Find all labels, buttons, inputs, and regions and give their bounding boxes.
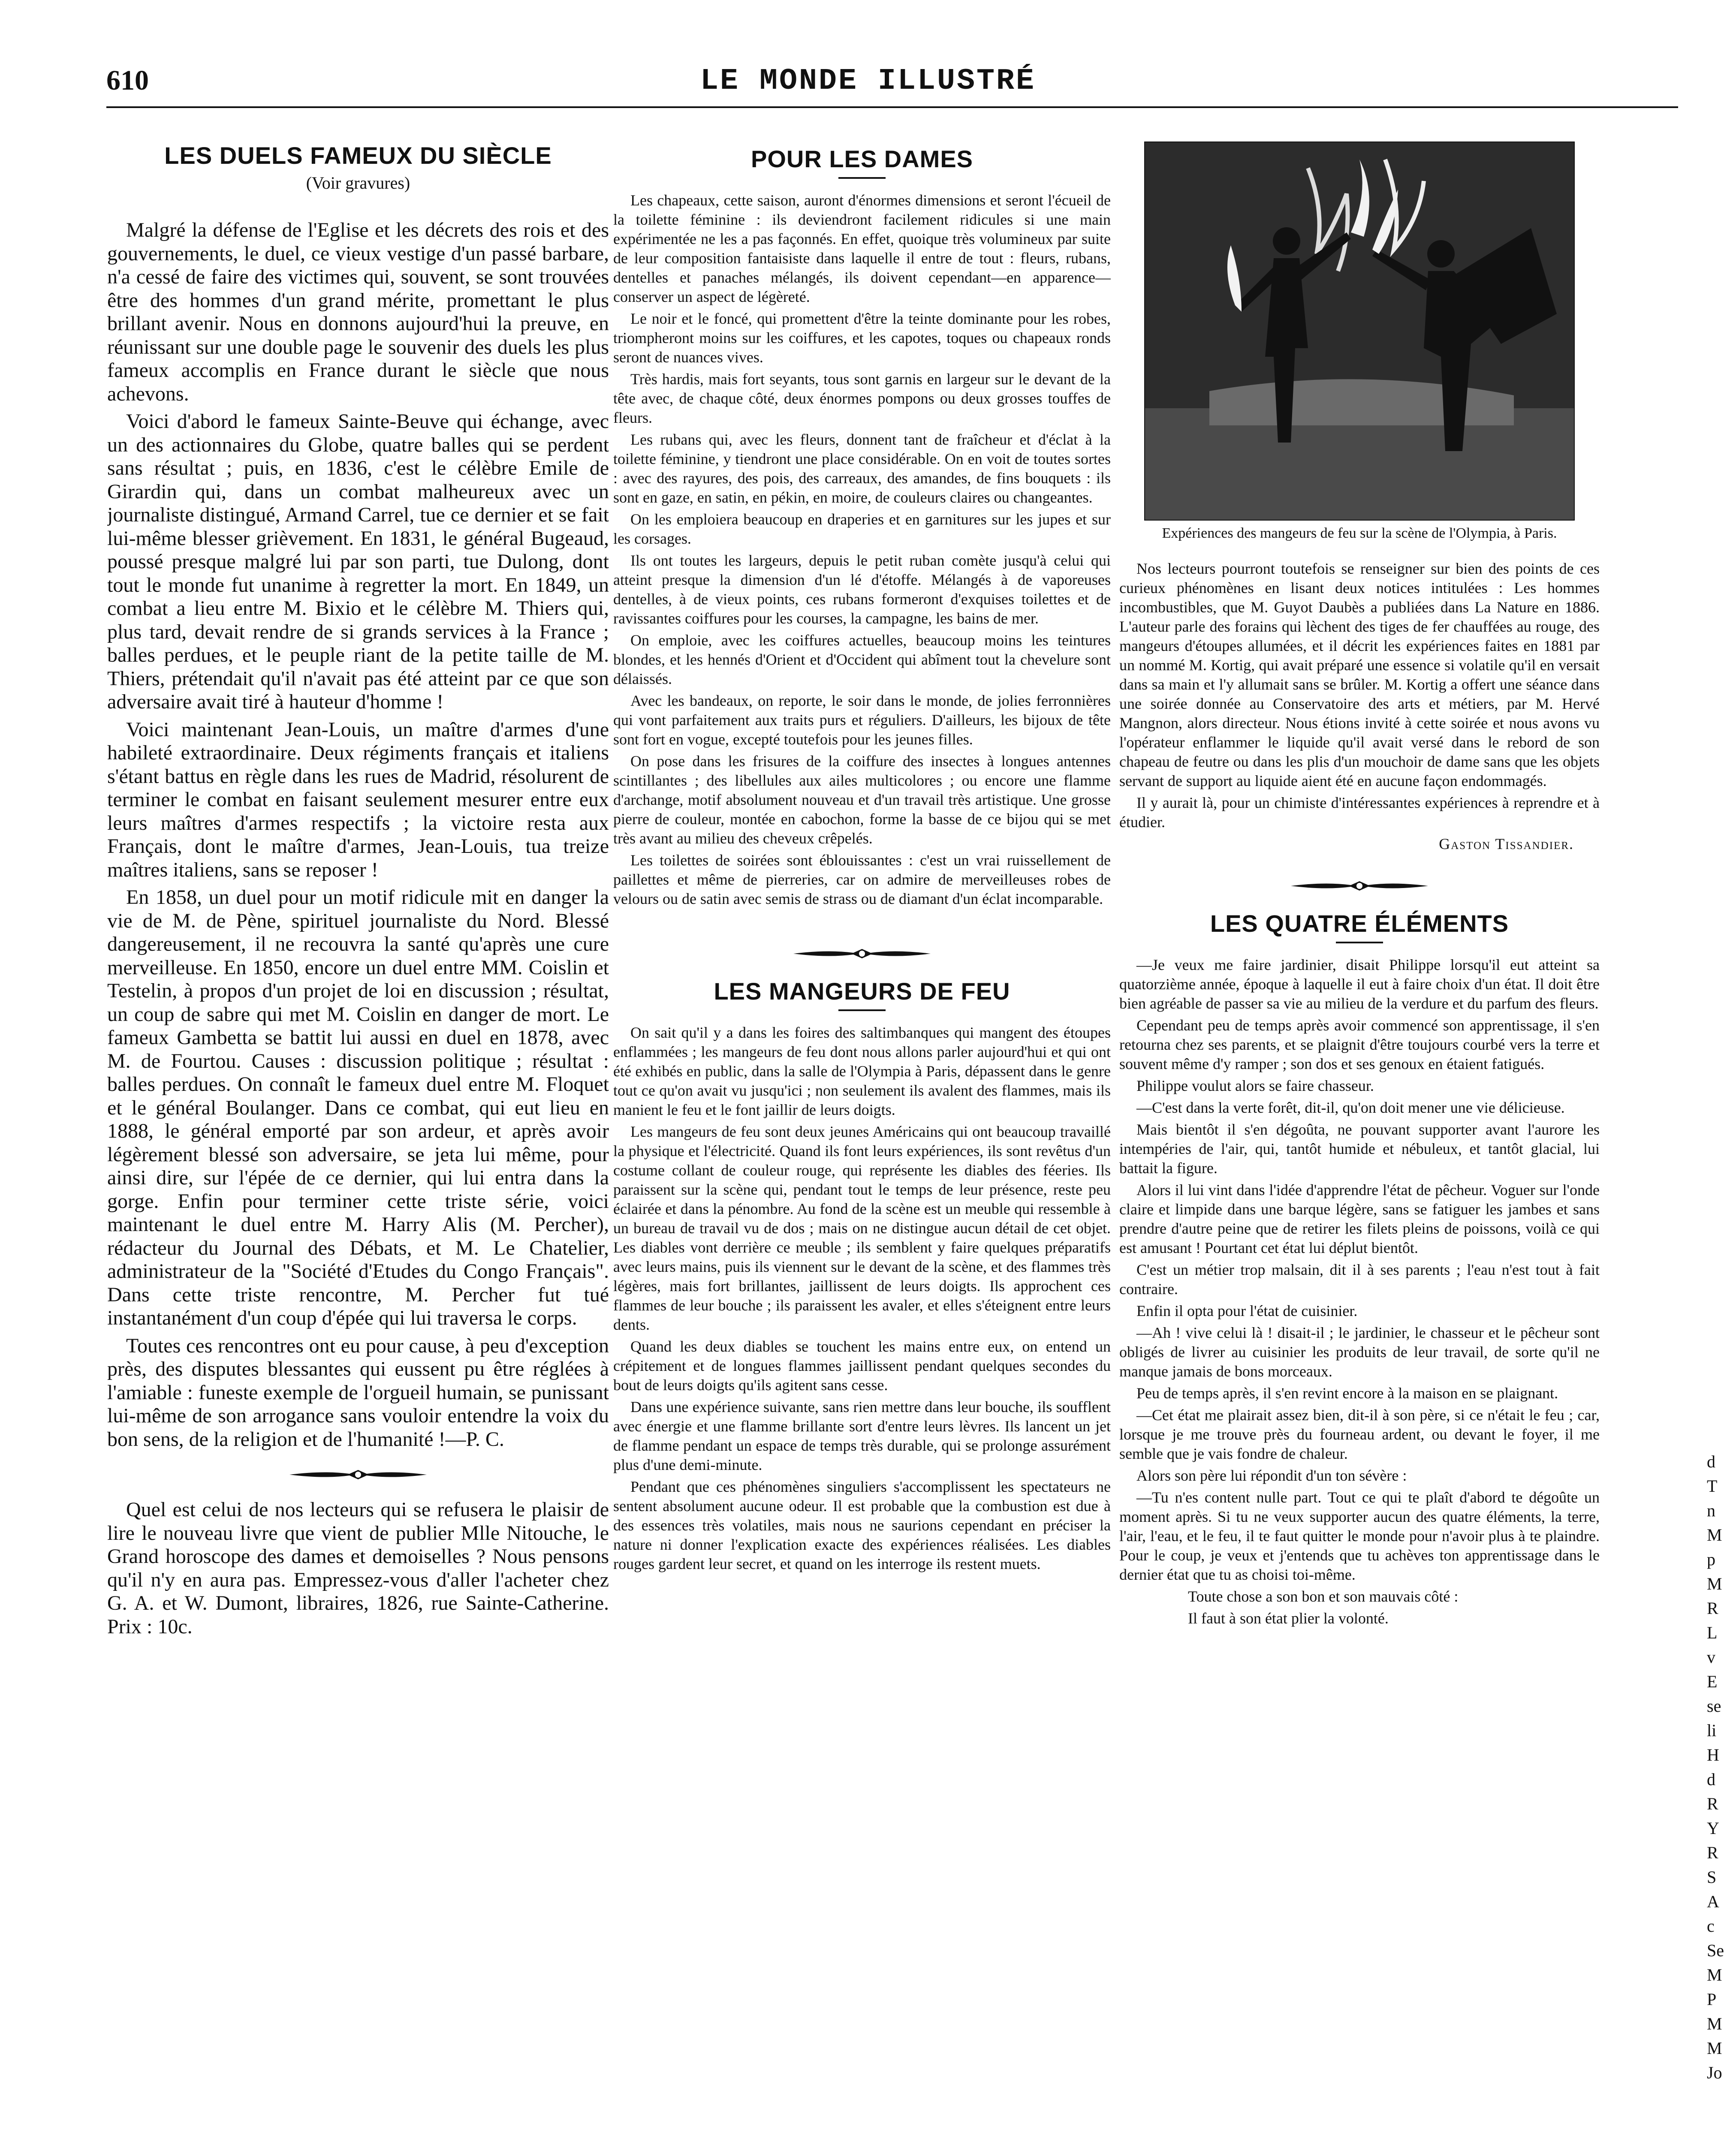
edge-fragment-text: d [1707,1452,1715,1471]
duels-article [107,219,609,1451]
duels-title: LES DUELS FAMEUX DU SIÈCLE [164,142,552,169]
dames-paragraph: Ils ont toutes les largeurs, depuis le petit ruban comète jusqu'à celui qui atteint presque la dimension d'un lé d'étoffe. Mélangés à de vaporeuses dentelles, à de vieux points, ces rubans formeront d'exquises toilettes et de ravissantes coiffures pour les courses, la campagne, les bains de mer. [613,552,1111,627]
duels-paragraph: En 1858, un duel pour un motif ridicule mit en danger la vie de M. de Pène, spirituel journaliste du Nord. Blessé dangereusement, il ne recouvra la santé qu'après une cure merveilleuse. En 1850, encore un duel entre MM. Coislin et Testelin, à propos d'un projet de loi en discussion ; résultat, un coup de sabre qui met M. Coislin en danger de mort. Le fameux Gambetta se battit lui aussi en duel en 1878, avec M. de Fourtou. Causes : discussion politique ; résultat : balles perdues. On connaît le fameux duel entre M. Floquet et le général Boulanger. Dans ce combat, qui eut lieu en 1888, le général emporté par son ardeur, et après avoir légèrement blessé son adversaire, se jeta lui même, pour ainsi dire, sur l'épée de ce dernier, qui lui entra dans la gorge. Enfin pour terminer cette triste série, voici maintenant le duel entre M. Harry Alis (M. Percher), rédacteur du Journal des Débats, et M. Le Chatelier, administrateur de la "Société d'Etudes du Congo Français". Dans cette triste rencontre, M. Percher fut tué instantanément d'un coup d'épée qui lui traversa le corps. [107,886,609,1329]
edge-fragment-text: Se [1707,1941,1724,1960]
edge-fragment-text: se [1707,1696,1721,1716]
edge-fragment-text: Jo [1707,2063,1722,2082]
mangeurs-paragraph: Pendant que ces phénomènes singuliers s'accomplissent les spectateurs ne sentent absolument aucune odeur. Il est probable que la combustion est due à des essences très volatiles, mais nous ne saurions cependant en préciser la nature ni donner l'explication exacte des expériences réalisées. Les diables rouges gardent leur secret, et quand on les interroge ils restent muets. [613,1478,1111,1572]
elements-paragraph: Philippe voulut alors se faire chasseur. [1136,1077,1374,1094]
elements-paragraph: —Ah ! vive celui là ! disait-il ; le jardinier, le chasseur et le pêcheur sont obligés de livrer au cuisinier les produits de leur travail, de sorte qu'il ne manque jamais de bons morceaux. [1119,1324,1600,1380]
dames-article [613,191,1111,909]
mangeurs-paragraph: Nos lecteurs pourront toutefois se renseigner sur bien des points de ces curieux phénomènes en lisant deux notices intitulées : Les hommes incombustibles, que M. Guyot Daubès a publiées dans La Nature en 1886. L'auteur parle des forains qui lèchent des tiges de fer chauffées au rouge, des mangeurs d'étoupes allumées, et il décrit les expériences faites en 1881 par un nommé M. Kortig, qui avait préparé une essence si volatile qu'il en versait dans sa main et l'y allumait sans se brûler. M. Kortig a offert une séance dans une soirée donnée au Conservatoire des arts et métiers, par M. Hervé Mangnon, alors directeur. Nous étions invité à cette soirée et nous avons vu l'opérateur enflammer le liquide qu'il avait versé dans le rebord de son chapeau de feutre ou dans les plis d'un mouchoir de dame sans que les objets servant de support au liquide aient été en aucune façon endommagés. [1119,560,1600,789]
ornament-divider [289,1468,427,1481]
dames-paragraph: Les toilettes de soirées sont éblouissantes : c'est un vrai ruissellement de paillettes et même de pierreries, car on admire de merveilleuses robes de velours ou de satin avec semis de strass ou de diamant d'un éclat incomparable. [613,852,1111,907]
duels-subtitle: (Voir gravures) [306,173,410,193]
elements-paragraph: Enfin il opta pour l'état de cuisinier. [1136,1302,1358,1319]
edge-fragment-text: S [1707,1867,1717,1887]
mangeurs-paragraph: On sait qu'il y a dans les foires des saltimbanques qui mangent des étoupes enflammées ; les mangeurs de feu dont nous allons parler aujourd'hui et qui ont été exhibés en public, dans la salle de l'Olympia à Paris, dépassent dans le genre tout ce qu'on avait vu jusqu'ici ; non seulement ils avalent des flammes, mais ils manient le feu et le font jaillir de leurs doigts. [613,1024,1111,1118]
mangeurs-paragraph: Quand les deux diables se touchent les mains entre eux, on entend un crépitement et de longues flammes jaillissent pendant quelques secondes du bout de leurs doigts qu'ils agitent sans cesse. [613,1338,1111,1394]
verse-line: Toute chose a son bon et son mauvais côté : [1188,1588,1459,1605]
author-signature: Gaston Tissandier. [1439,835,1574,852]
mangeurs-paragraph: Dans une expérience suivante, sans rien mettre dans leur bouche, ils soufflent avec énergie et une flamme brillante sort d'entre leurs lèvres. Ils lancent un jet de flamme pendant un espace de temps très durable, qui se prolonge assurément plus d'une demi-minute. [613,1398,1111,1473]
edge-fragment-text: d [1707,1770,1715,1789]
mangeurs-article [613,1023,1111,1574]
title-rule [838,177,886,179]
edge-fragment-text: c [1707,1916,1715,1936]
mangeurs-article-continued [1119,559,1600,854]
elements-paragraph: Alors son père lui répondit d'un ton sévère : [1136,1467,1407,1484]
dames-paragraph: On pose dans les frisures de la coiffure des insectes à longues antennes scintillantes ; des libellules aux ailes multicolores ; ou encore une flamme d'archange, motif absolument nouveau et d'un travail très artistique. Une grosse pierre de couleur, montée en cabochon, forme la basse de ce bijou qui se met très avant au milieu des cheveux crêpelés. [613,753,1111,847]
edge-fragment-text: R [1707,1599,1718,1618]
dames-paragraph: Les rubans qui, avec les fleurs, donnent tant de fraîcheur et d'éclat à la toilette féminine, y tiendront une place considérable. On en voit de toutes sortes : avec des rayures, des pois, des carreaux, des amandes, de fins bouquets : ils sont en gaze, en satin, en pékin, en moire, de couleurs claires ou changeantes. [613,431,1111,506]
elements-paragraph: —C'est dans la verte forêt, dit-il, qu'on doit mener une vie délicieuse. [1136,1099,1565,1116]
illustration-caption: Expériences des mangeurs de feu sur la scène de l'Olympia, à Paris. [1162,525,1557,541]
edge-fragment-text: R [1707,1843,1718,1862]
elements-paragraph: Alors il lui vint dans l'idée d'apprendre l'état de pêcheur. Voguer sur l'onde claire et limpide dans une barque légère, sans se fatiguer les jambes et sans prendre d'autre peine que de retirer les filets pleins de poissons, voilà ce qui est amusant ! Pourtant cet état lui déplut bientôt. [1119,1181,1600,1256]
edge-fragment-text: R [1707,1794,1718,1813]
page-header [0,0,1736,129]
dames-title: POUR LES DAMES [750,145,973,172]
column-right [1119,124,1600,2144]
dames-paragraph: Les chapeaux, cette saison, auront d'énormes dimensions et seront l'écueil de la toilette féminine : ils deviendront facilement ridicules si une main expérimentée ne les a pas façonnés. En effet, quoique très volumineux par suite de leur composition fantaisiste dans laquelle il entre de tout : fleurs, rubans, dentelles et panaches mélangés, ils doivent cependant—en apparence—conserver un aspect de légèreté. [613,192,1111,305]
elements-article [1119,955,1600,1628]
edge-fragment-text: v [1707,1647,1715,1667]
duels-paragraph: Toutes ces rencontres ont eu pour cause, à peu d'exception près, des disputes blessantes qui eussent pu être réglées à l'amiable : funeste exemple de l'orgueil humain, se punissant lui-même de son arrogance sans vouloir entendre la voix du bon sens, de la religion et de l'humanité !—P. C. [107,1334,609,1451]
adjacent-page-fragment [1707,1449,1736,2144]
edge-fragment-text: li [1707,1721,1717,1740]
page-number: 610 [106,65,149,96]
edge-fragment-text: Y [1707,1819,1719,1838]
engraving-image [1145,142,1574,520]
mangeurs-paragraph: Il y aurait là, pour un chimiste d'intéressantes expériences à reprendre et à étudier. [1119,794,1600,831]
title-rule [838,1009,886,1011]
edge-fragment-text: H [1707,1745,1719,1765]
fire-eaters-illustration [1144,142,1575,521]
duels-paragraph: Voici maintenant Jean-Louis, un maître d'armes d'une habileté extraordinaire. Deux régiments français et italiens s'étant battus en règle dans les rues de Madrid, résolurent de terminer le combat en faisant seulement mesurer entre eux leurs maîtres d'armes respectifs ; la victoire resta aux Français, dont le maître d'armes, Jean-Louis, tua treize maîtres italiens, sans se reposer ! [107,718,609,881]
elements-paragraph: —Tu n'es content nulle part. Tout ce qui te plaît d'abord te dégoûte un moment après. Si tu ne veux supporter aucun des quatre éléments, la terre, l'air, l'eau, et le feu, il te faut quitter le monde pour n'avoir plus à te plaindre. Pour le coup, je veux et j'entends que tu achèves ton apprentissage dans le dernier état que tu as choisi toi-même. [1119,1489,1600,1583]
elements-paragraph: —Cet état me plairait assez bien, dit-il à son père, si ce n'était le feu ; car, lorsque je me trouve près du fourneau ardent, ou devant le foyer, il me semble que je vais fondre de chaleur. [1119,1406,1600,1462]
masthead: LE MONDE ILLUSTRÉ [700,64,1036,98]
elements-paragraph: Mais bientôt il s'en dégoûta, ne pouvant supporter avant l'aurore les intempéries de l'air, qui, tantôt humide et nébuleux, et tantôt glacial, lui battait la figure. [1119,1121,1600,1177]
dames-paragraph: Avec les bandeaux, on reporte, le soir dans le monde, de jolies ferronnières qui vont parfaitement aux traits purs et réguliers. D'ailleurs, les bijoux de tête sont fort en vogue, excepté toutefois pour les jeunes filles. [613,692,1111,748]
edge-fragment-text: n [1707,1501,1715,1520]
advert-text: Quel est celui de nos lecteurs qui se refusera le plaisir de lire le nouveau livre que vient de publier Mlle Nitouche, le Grand horoscope des dames et demoiselles ? Nous pensons qu'il n'y en aura pas. Empressez-vous d'aller l'acheter chez G. A. et W. Dumont, libraires, 1826, rue Sainte-Catherine. Prix : 10c. [107,1498,609,1638]
ornament-divider [793,947,931,960]
edge-fragment-text: T [1707,1476,1718,1496]
elements-paragraph: Peu de temps après, il s'en revint encore à la maison en se plaignant. [1136,1385,1558,1402]
dames-paragraph: On les emploiera beaucoup en draperies et en garnitures sur les jupes et sur les corsages. [613,511,1111,547]
edge-fragment-text: P [1707,1990,1717,2009]
edge-fragment-text: M [1707,1574,1722,1593]
header-rule [106,106,1678,108]
column-middle [613,124,1111,2144]
edge-fragment-text: A [1707,1892,1719,1911]
advertisement [107,1498,609,1638]
edge-fragment-text: M [1707,2014,1722,2033]
edge-fragment-text: L [1707,1623,1718,1642]
verse-line: Il faut à son état plier la volonté. [1188,1610,1389,1627]
edge-fragment-text: M [1707,1965,1722,1984]
dames-paragraph: Le noir et le foncé, qui promettent d'être la teinte dominante pour les robes, triompheront moins sur les coiffures, et les capotes, toques ou chapeaux ronds seront de nuances vives. [613,310,1111,366]
duels-paragraph: Voici d'abord le fameux Sainte-Beuve qui échange, avec un des actionnaires du Globe, quatre balles qui se perdent sans résultat ; puis, en 1836, c'est le célèbre Emile de Girardin qui, dans un combat malheureux avec un journaliste distingué, Armand Carrel, tue ce dernier et se fait lui-même blesser grièvement. En 1831, le général Bugeaud, poussé presque malgré lui par son parti, tue Dulong, dont tout le monde fut unanime à regretter la mort. En 1849, un combat a lieu entre M. Bixio et le célèbre M. Thiers qui, plus tard, devait rendre de si grands services à la France ; balles perdues, et le peuple riant de la petite taille de M. Thiers, prétendait qu'il n'avait pas été atteint par ce que son adversaire avait tiré à hauteur d'homme ! [107,410,609,713]
edge-fragment-text: M [1707,2039,1722,2058]
elements-paragraph: Cependant peu de temps après avoir commencé son apprentissage, il s'en retourna chez ses parents, et se plaignit d'être toujours courbé vers la terre et souvent même d'y ramper ; son dos et ses genoux en étaient fatigués. [1119,1017,1600,1072]
elements-title: LES QUATRE ÉLÉMENTS [1210,910,1509,937]
title-rule [1336,942,1383,943]
edge-fragment-text: M [1707,1525,1722,1545]
duels-paragraph: Malgré la défense de l'Eglise et les décrets des rois et des gouvernements, le duel, ce vieux vestige d'un passé barbare, n'a cessé de faire des victimes qui, souvent, se sont trouvées être des hommes d'un grand mérite, promettant le plus brillant avenir. Nous en donnons aujourd'hui la preuve, en réunissant sur une double page le souvenir des duels les plus fameux accomplis en France durant le siècle que nous achevons. [107,219,609,405]
column-left [107,124,609,2144]
mangeurs-paragraph: Les mangeurs de feu sont deux jeunes Américains qui ont beaucoup travaillé la physique et l'électricité. Quand ils font leurs expériences, ils sont revêtus d'un costume collant de couleur rouge, qui représente les diables des féeries. Ils paraissent sur la scène qui, pendant tout le temps de leur présence, reste peu éclairée et dans la pénombre. Au fond de la scène est un meuble qui ressemble à un bureau de travail vu de dos ; mais on ne distingue aucun détail de cet objet. Les diables vont derrière ce meuble ; ils semblent y faire quelques préparatifs avec leurs mains, puis ils viennent sur le devant de la scène, et des flammes très légères, mais fort brillantes, jaillissent de leurs doigts. Ils approchent ces flammes de leur bouche ; ils paraissent les avaler, et elles s'éteignent entre leurs dents. [613,1123,1111,1333]
mangeurs-title: LES MANGEURS DE FEU [714,978,1010,1005]
ornament-divider [1291,879,1428,892]
dames-paragraph: Très hardis, mais fort seyants, tous sont garnis en largeur sur le devant de la tête avec, de chaque côté, deux énormes pompons ou deux grosses touffes de fleurs. [613,370,1111,426]
dames-paragraph: On emploie, avec les coiffures actuelles, beaucoup moins les teintures blondes, et les hennés d'Orient et d'Occident qui abîment tout la chevelure sont délaissés. [613,632,1111,687]
elements-paragraph: —Je veux me faire jardinier, disait Philippe lorsqu'il eut atteint sa quatorzième année, époque à laquelle il eut à faire choix d'un état. Il doit être bien agréable de passer sa vie au milieu de la verdure et du parfum des fleurs. [1119,956,1600,1012]
edge-fragment-text: E [1707,1672,1718,1691]
edge-fragment-text: p [1707,1550,1715,1569]
elements-paragraph: C'est un métier trop malsain, dit il à ses parents ; l'eau n'est tout à fait contraire. [1119,1261,1600,1298]
